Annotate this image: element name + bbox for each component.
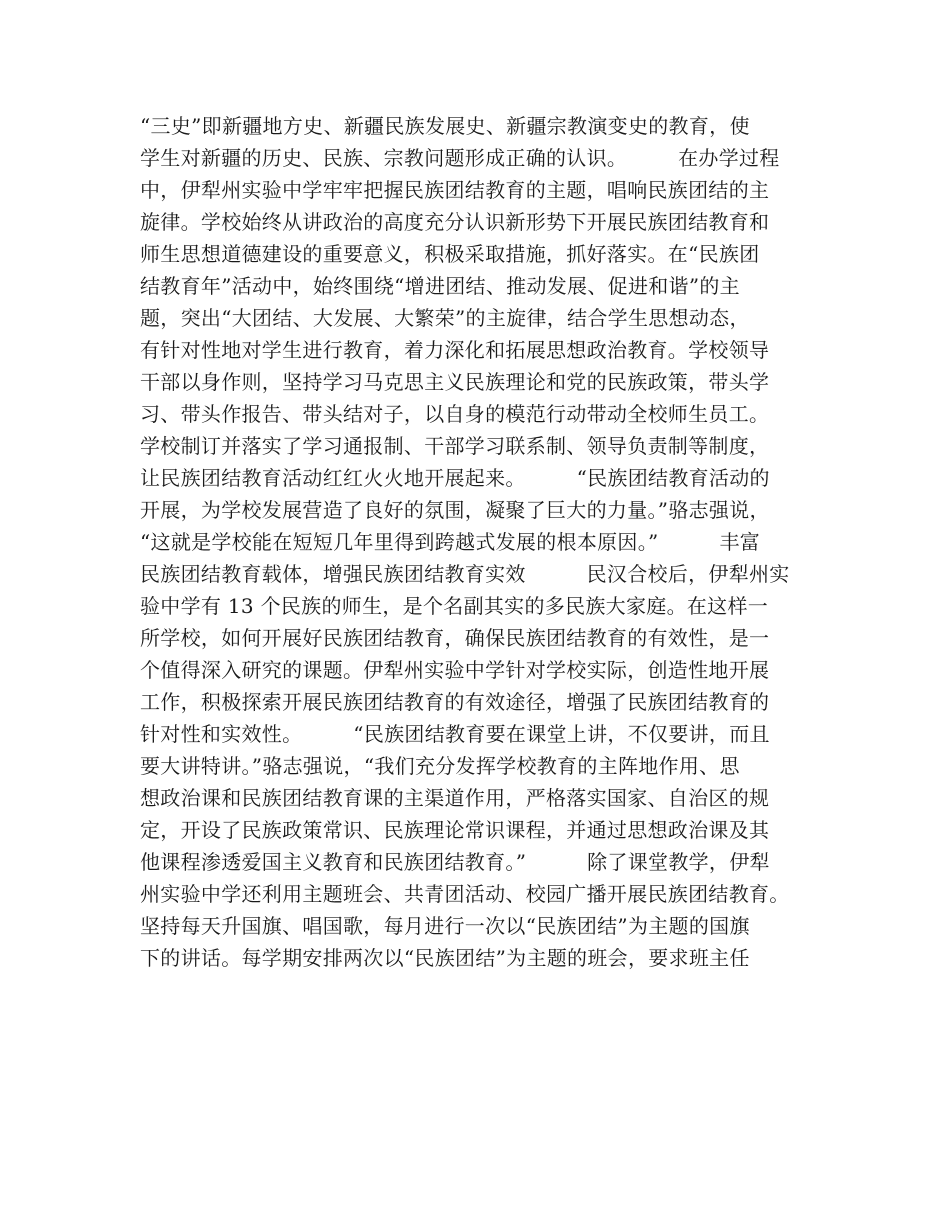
text-line: 师生思想道德建设的重要意义，积极采取措施，抓好落实。在“民族团 xyxy=(140,242,760,266)
text-line: 学校制订并落实了学习通报制、干部学习联系制、领导负责制等制度， xyxy=(140,434,770,458)
text-line: 针对性和实效性。 “民族团结教育要在课堂上讲，不仅要讲，而且 xyxy=(140,722,770,746)
text-line: 他课程渗透爱国主义教育和民族团结教育。” 除了课堂教学，伊犁 xyxy=(140,850,770,874)
text-line: “三史”即新疆地方史、新疆民族发展史、新疆宗教演变史的教育，使 xyxy=(140,114,750,138)
text-line: 想政治课和民族团结教育课的主渠道作用，严格落实国家、自治区的规 xyxy=(140,786,770,810)
text-line: 有针对性地对学生进行教育，着力深化和拓展思想政治教育。学校领导 xyxy=(140,338,770,362)
text-line: 民族团结教育载体，增强民族团结教育实效 民汉合校后，伊犁州实 xyxy=(140,562,790,586)
text-line: 题，突出“大团结、大发展、大繁荣”的主旋律，结合学生思想动态， xyxy=(140,306,750,330)
text-line: “这就是学校能在短短几年里得到跨越式发展的根本原因。” 丰富 xyxy=(140,530,761,554)
text-line: 要大讲特讲。”骆志强说，“我们充分发挥学校教育的主阵地作用、思 xyxy=(140,754,740,778)
text-line: 旋律。学校始终从讲政治的高度充分认识新形势下开展民族团结教育和 xyxy=(140,210,770,234)
text-line: 干部以身作则，坚持学习马克思主义民族理论和党的民族政策，带头学 xyxy=(140,370,770,394)
text-line: 结教育年”活动中，始终围绕“增进团结、推动发展、促进和谐”的主 xyxy=(140,274,740,298)
text-line: 定，开设了民族政策常识、民族理论常识课程，并通过思想政治课及其 xyxy=(140,818,770,842)
body-text xyxy=(140,110,840,974)
text-line: 个值得深入研究的课题。伊犁州实验中学针对学校实际，创造性地开展 xyxy=(140,658,770,682)
text-line: 中，伊犁州实验中学牢牢把握民族团结教育的主题，唱响民族团结的主 xyxy=(140,178,770,202)
text-line: 工作，积极探索开展民族团结教育的有效途径，增强了民族团结教育的 xyxy=(140,690,770,714)
text-line: 让民族团结教育活动红红火火地开展起来。 “民族团结教育活动的 xyxy=(140,466,770,490)
text-line: 验中学有 13 个民族的师生，是个名副其实的多民族大家庭。在这样一 xyxy=(140,594,769,618)
text-line: 州实验中学还利用主题班会、共青团活动、校园广播开展民族团结教育。 xyxy=(140,882,790,906)
text-line: 坚持每天升国旗、唱国歌，每月进行一次以“民族团结”为主题的国旗 xyxy=(140,914,750,938)
text-line: 下的讲话。每学期安排两次以“民族团结”为主题的班会，要求班主任 xyxy=(140,946,750,970)
text-line: 学生对新疆的历史、民族、宗教问题形成正确的认识。 在办学过程 xyxy=(140,146,780,170)
text-line: 开展，为学校发展营造了良好的氛围，凝聚了巨大的力量。”骆志强说， xyxy=(140,498,770,522)
text-line: 习、带头作报告、带头结对子，以自身的模范行动带动全校师生员工。 xyxy=(140,402,770,426)
text-line: 所学校，如何开展好民族团结教育，确保民族团结教育的有效性，是一 xyxy=(140,626,770,650)
